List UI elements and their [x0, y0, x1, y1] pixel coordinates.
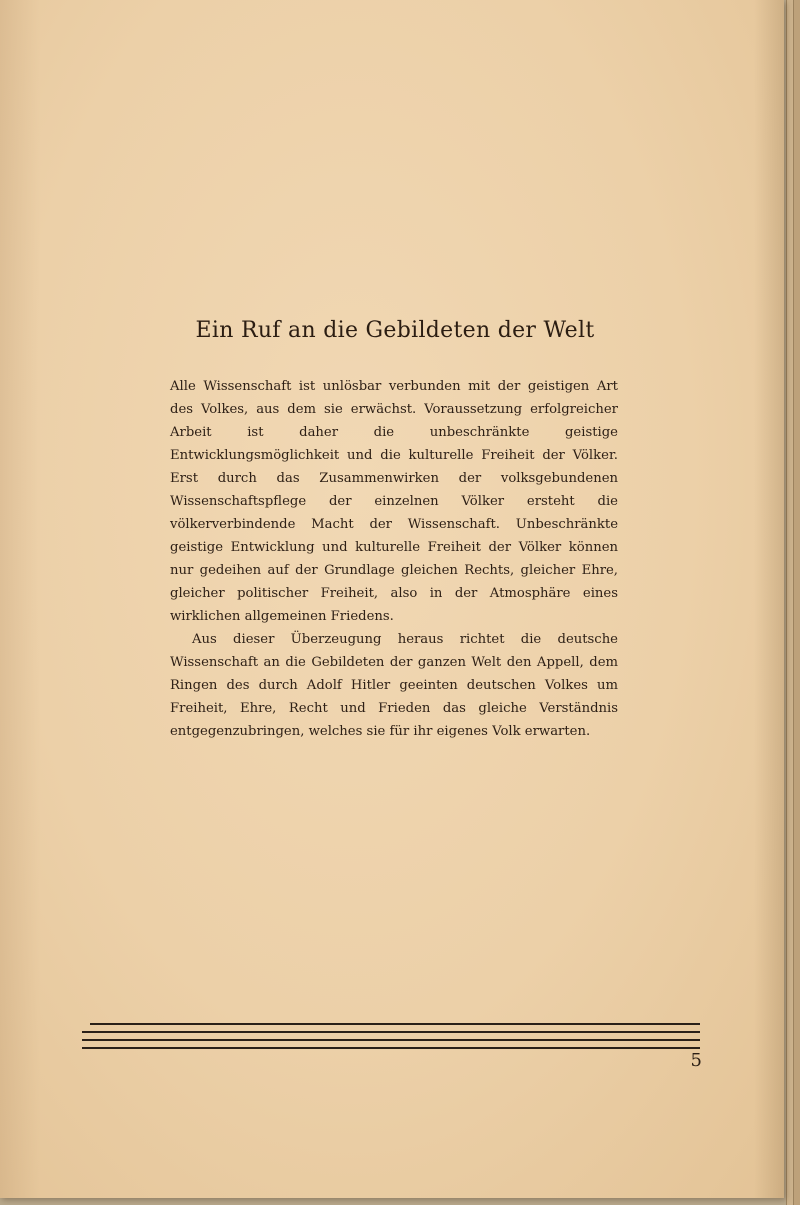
body-text [170, 375, 618, 743]
footer-rule [82, 1047, 700, 1049]
paragraph-1: Alle Wissenschaft ist unlösbar verbunden mit der geistigen Art des Volkes, aus dem sie erwächst. Voraussetzung erfolgreicher Arbeit ist daher die unbeschränkte geistige Entwicklungsmöglichkeit und die kulturelle Freiheit der Völker. Erst durch das Zusammenwirken der volksgebundenen Wissenschaftspflege der einzelnen Völker ersteht die völkerverbindende Macht der Wissenschaft. Unbeschränkte geistige Entwicklung und kulturelle Freiheit der Völker können nur gedeihen auf der Grundlage gleichen Rechts, gleicher Ehre, gleicher politischer Freiheit, also in der Atmosphäre eines wirklichen allgemeinen Friedens. [170, 379, 618, 624]
page-stack-edge [786, 0, 793, 1205]
footer-rule [82, 1039, 700, 1041]
footer-rule [82, 1031, 700, 1033]
page-title: Ein Ruf an die Gebildeten der Welt [195, 318, 595, 343]
paragraph-2: Aus dieser Überzeugung heraus richtet die deutsche Wissenschaft an die Gebildeten der ganzen Welt den Appell, dem Ringen des durch Adolf Hitler geeinten deutschen Volkes um Freiheit, Ehre, Recht und Frieden das gleiche Verständnis entgegenzubringen, welches sie für ihr eigenes Volk erwarten. [170, 632, 618, 739]
page-stack-edge-outer [793, 0, 800, 1205]
page-number: 5 [690, 1050, 702, 1071]
footer-rules [82, 1023, 700, 1053]
footer-rule [90, 1023, 700, 1025]
